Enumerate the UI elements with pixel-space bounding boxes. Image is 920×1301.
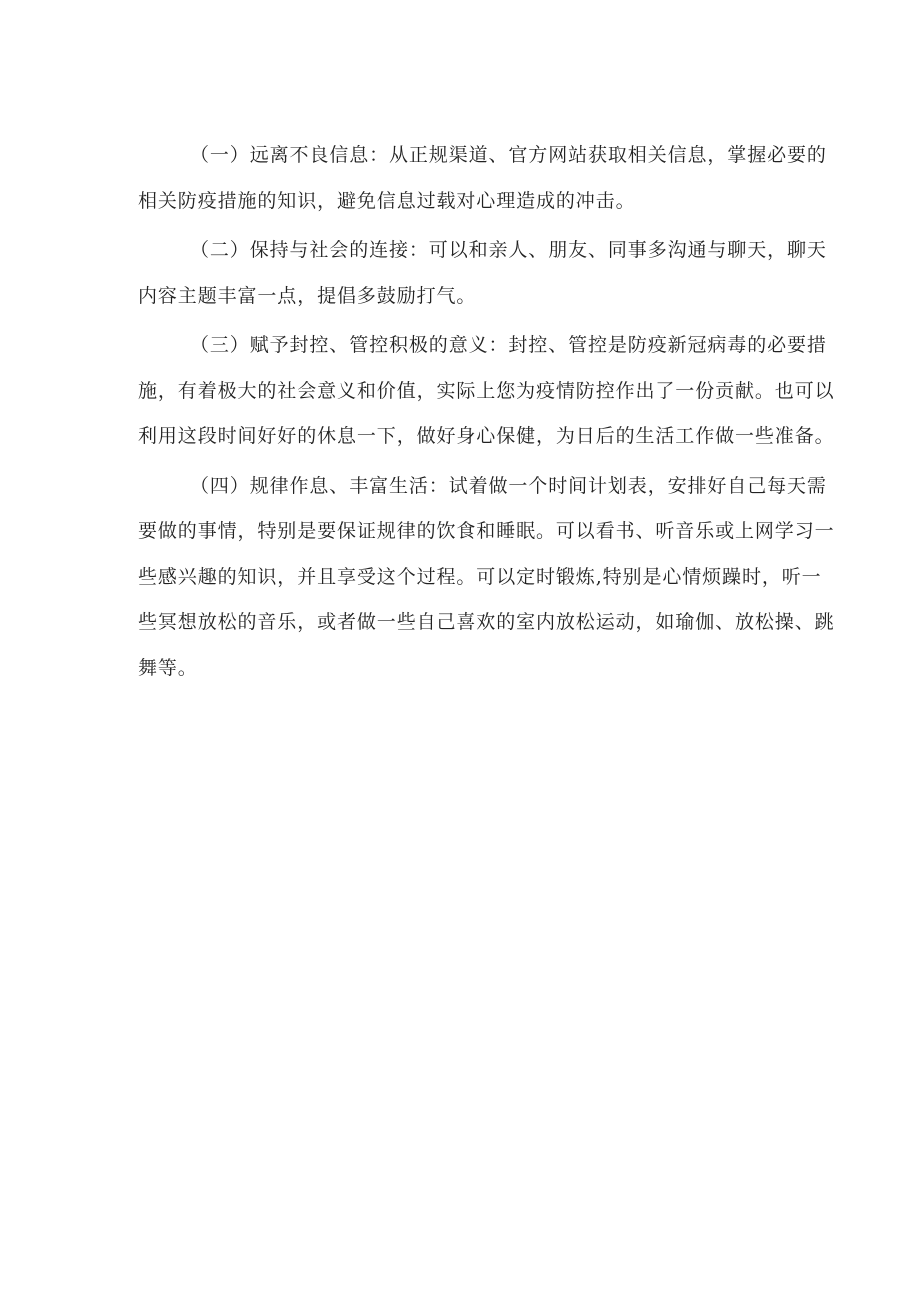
paragraph-4-line-4: 些冥想放松的音乐，或者做一些自己喜欢的室内放松运动，如瑜伽、放松操、跳 xyxy=(138,611,835,633)
paragraph-1-line-1: （一）远离不良信息：从正规渠道、官方网站获取相关信息，掌握必要的 xyxy=(190,144,827,166)
paragraph-1-line-2: 相关防疫措施的知识，避免信息过载对心理造成的冲击。 xyxy=(138,189,636,212)
paragraph-2 xyxy=(138,228,827,319)
paragraph-4-line-3: 些感兴趣的知识，并且享受这个过程。可以定时锻炼,特别是心情烦躁时，听一 xyxy=(138,565,822,588)
paragraph-2-line-1: （二）保持与社会的连接：可以和亲人、朋友、同事多沟通与聊天，聊天 xyxy=(190,239,827,261)
paragraph-4 xyxy=(138,464,835,692)
paragraph-3-line-1: （三）赋予封控、管控积极的意义：封控、管控是防疫新冠病毒的必要措 xyxy=(190,334,827,356)
document-body xyxy=(138,133,835,695)
paragraph-3 xyxy=(138,323,835,460)
paragraph-4-line-1: （四）规律作息、丰富生活：试着做一个时间计划表，安排好自己每天需 xyxy=(190,474,827,497)
paragraph-4-line-5: 舞等。 xyxy=(138,656,198,679)
paragraph-4-line-2: 要做的事情，特别是要保证规律的饮食和睡眠。可以看书、听音乐或上网学习一 xyxy=(138,520,835,542)
paragraph-3-line-3: 利用这段时间好好的休息一下，做好身心保健，为日后的生活工作做一些准备。 xyxy=(138,425,835,447)
paragraph-3-line-2: 施，有着极大的社会意义和价值，实际上您为疫情防控作出了一份贡献。也可以 xyxy=(138,379,835,402)
paragraph-2-line-2: 内容主题丰富一点，提倡多鼓励打气。 xyxy=(138,284,477,307)
paragraph-1 xyxy=(138,133,827,224)
